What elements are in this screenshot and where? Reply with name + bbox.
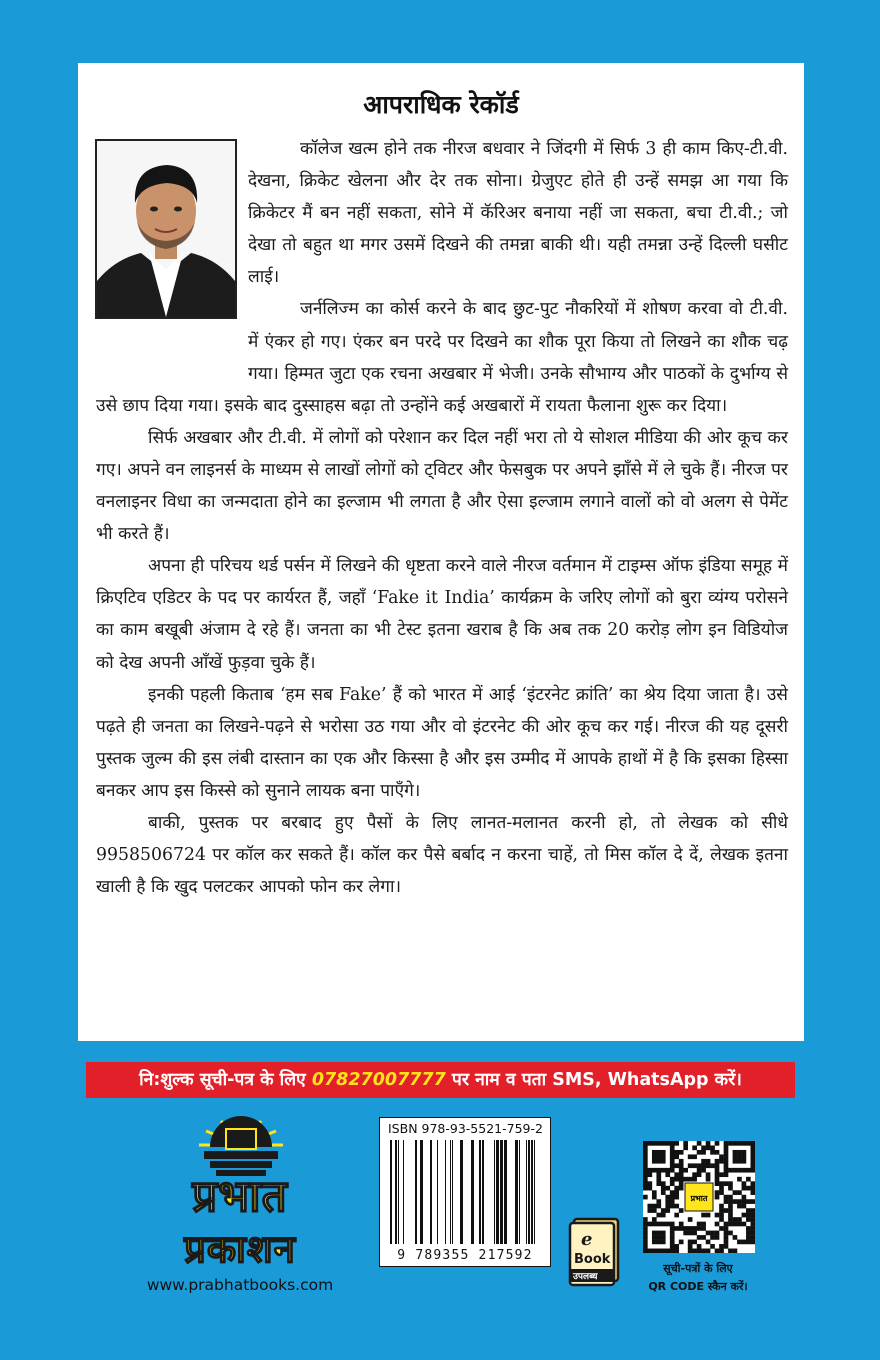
publisher-logo-icon	[196, 1115, 286, 1177]
isbn-barcode	[379, 1117, 551, 1267]
bio-text	[96, 133, 788, 903]
catalog-banner	[86, 1062, 795, 1098]
catalog-qr-code[interactable]	[643, 1141, 755, 1253]
bio-paragraph-4: अपना ही परिचय थर्ड पर्सन में लिखने की धृष्टता करने वाले नीरज वर्तमान में टाइम्स ऑफ इंडिया समूह में क्रिएटिव एडिटर के पद पर कार्यरत हैं, जहाँ ‘Fake it India’ कार्यक्रम के जरिए लोगों को बुरा व्यंग्य परोसने का काम बखूबी अंजाम दे रहे हैं। जनता का भी टेस्ट इतना खराब है कि अब तक 20 करोड़ लोग इन विडियोज को देख अपनी आँखें फुड़वा चुके हैं।	[96, 556, 788, 673]
qr-code-icon	[643, 1141, 755, 1253]
publisher-name-line1: प्रभात	[192, 1171, 288, 1222]
banner-phone: 07827007777	[311, 1070, 446, 1090]
qr-caption-line2: QR CODE स्कैन करें।	[648, 1280, 748, 1293]
banner-prefix: नि:शुल्क सूची-पत्र के लिए	[139, 1070, 312, 1090]
qr-caption-line1: सूची-पत्रों के लिए	[663, 1262, 733, 1275]
isbn-label: ISBN 978-93-5521-759-2	[388, 1121, 543, 1136]
publisher-name-line2: प्रकाशन	[184, 1227, 296, 1271]
bio-paragraph-2: जर्नलिज्म का कोर्स करने के बाद छुट-पुट नौकरियों में शोषण करवा वो टी.वी. में एंकर हो गए। एंकर बन परदे पर दिखने का शौक पूरा किया तो लिखने का शौक चढ़ गया। हिम्मत जुटा एक रचना अखबार में भेजी। उनके सौभाग्य और पाठकों के दुर्भाग्य से उसे छाप दिया गया। इसके बाद दुस्साहस बढ़ा तो उन्होंने कई अखबारों में रायता फैलाना शुरू कर दिया।	[96, 299, 788, 416]
barcode-bars	[388, 1140, 544, 1244]
banner-suffix: पर नाम व पता SMS, WhatsApp करें।	[445, 1070, 742, 1090]
ebook-label: Book	[574, 1252, 611, 1267]
bio-paragraph-5: इनकी पहली किताब ‘हम सब Fake’ हैं को भारत में आई ‘इंटरनेट क्रांति’ का श्रेय दिया जाता है। उसे पढ़ते ही जनता का लिखने-पढ़ने से भरोसा उठ गया और वो इंटरनेट की ओर कूच कर गई। नीरज की यह दूसरी पुस्तक जुल्म की इस लंबी दास्तान का एक और किस्सा है और इस उम्मीद में आपके हाथों में है कि इसका हिस्सा बनकर आप इस किस्से को सुनाने लायक बना पाएँगे।	[96, 684, 788, 801]
bio-paragraph-6: बाकी, पुस्तक पर बरबाद हुए पैसों के लिए लानत-मलानत करनी हो, तो लेखक को सीधे 9958506724 पर कॉल कर सकते हैं। कॉल कर पैसे बर्बाद न करना चाहें, तो मिस कॉल दे दें, लेखक इतना खाली है कि खुद पलटकर आपको फोन कर लेगा।	[96, 812, 788, 898]
ebook-sub: उपलब्ध	[573, 1272, 598, 1282]
qr-inner-label: प्रभात	[690, 1194, 708, 1203]
isbn-digits: 9 789355 217592	[397, 1248, 533, 1263]
bio-paragraph-1: कॉलेज खत्म होने तक नीरज बधवार ने जिंदगी में सिर्फ 3 ही काम किए-टी.वी. देखना, क्रिकेट खेलना और देर तक सोना। ग्रेजुएट होते ही उन्हें समझ आ गया कि क्रिकेटर मैं बन नहीं सकता, सोने में कॅरिअर बनाया नहीं जा सकता, बचा टी.वी.; जो देखा तो बहुत था मगर उसमें दिखने की तमन्ना बाकी थी। यही तमन्ना उन्हें दिल्ली घसीट लाई।	[248, 139, 788, 288]
author-bio-panel	[78, 63, 804, 1041]
svg-text:e: e	[581, 1229, 593, 1250]
section-title: आपराधिक रेकॉर्ड	[363, 90, 519, 119]
ebook-available-icon	[568, 1215, 622, 1287]
bio-paragraph-3: सिर्फ अखबार और टी.वी. में लोगों को परेशान कर दिल नहीं भरा तो ये सोशल मीडिया की ओर कूच कर गए। अपने वन लाइनर्स के माध्यम से लाखों लोगों को ट्विटर और फेसबुक पर अपने झाँसे में ले चुके हैं। नीरज पर वनलाइनर विधा का जन्मदाता होने का इल्जाम भी लगता है और ऐसा इल्जाम लगाने वालों को वो अलग से पेमेंट भी करते हैं।	[96, 427, 788, 545]
publisher-website[interactable]: www.prabhatbooks.com	[146, 1276, 334, 1294]
